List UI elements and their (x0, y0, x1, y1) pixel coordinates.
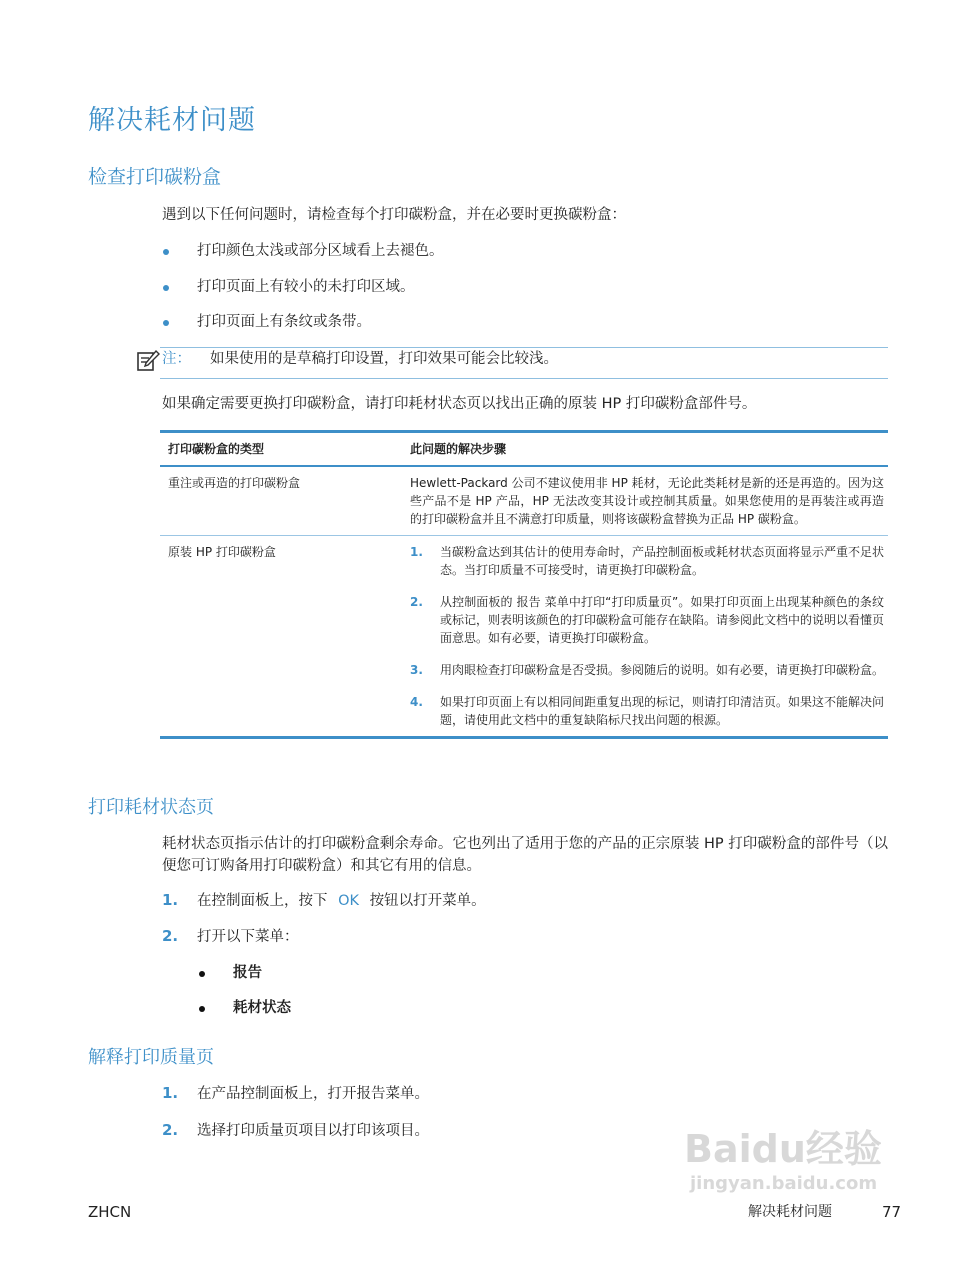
step-number: 1. (410, 545, 423, 559)
step-text (197, 890, 486, 912)
footer-section: 解决耗材问题 (748, 1204, 832, 1220)
page-title: 解决耗材问题 (88, 105, 256, 136)
bullet-icon (199, 1006, 205, 1012)
cartridge-type: 原装 HP 打印碳粉盒 (168, 545, 276, 559)
bullet-icon (163, 320, 169, 326)
step-item (410, 593, 884, 647)
watermark-url: jingyan.baidu.com (690, 1173, 878, 1194)
list-item: 打印页面上有条纹或条带。 (197, 314, 371, 330)
footer-locale: ZHCN (88, 1203, 132, 1221)
cartridge-type: 重注或再造的打印碳粉盒 (168, 476, 301, 490)
paragraph: 如果确定需要更换打印碳粉盒，请打印耗材状态页以找出正确的原装 HP 打印碳粉盒部件号。 (162, 396, 757, 412)
step-text: 打开以下菜单： (197, 929, 299, 945)
table-header-type: 打印碳粉盒的类型 (168, 442, 265, 456)
step-text-part: 按钮以打开菜单。 (369, 893, 486, 909)
solution-text: Hewlett-Packard 公司不建议使用非 HP 耗材，无论此类耗材是新的还是再造的。因为这些产品不是 HP 产品，HP 无法改变其设计或控制其质量。如果您使用的是再装注或再造的打印碳粉盒并且不满意打印质量，则将该碳粉盒替换为正品 HP 碳粉盒。 (410, 476, 884, 526)
bullet-icon (199, 971, 205, 977)
step-number: 2. (162, 927, 179, 945)
step-text: 用肉眼检查打印碳粉盒是否受损。参阅随后的说明。如有必要，请更换打印碳粉盒。 (440, 663, 885, 677)
step-text: 在产品控制面板上，打开报告菜单。 (197, 1086, 429, 1102)
bullet-icon (163, 285, 169, 291)
divider (160, 378, 888, 379)
table-header-row (160, 433, 888, 467)
step-text: 当碳粉盒达到其估计的使用寿命时，产品控制面板或耗材状态页面将显示严重不足状态。当打印质量不可接受时，请更换打印碳粉盒。 (440, 545, 885, 577)
note-text: 如果使用的是草稿打印设置，打印效果可能会比较浅。 (210, 351, 558, 367)
section-heading-check-cartridges: 检查打印碳粉盒 (88, 166, 222, 188)
step-item (410, 543, 884, 579)
step-text-part: 在控制面板上，按下 (197, 893, 328, 909)
step-number: 4. (410, 695, 423, 709)
watermark-logo: Baidu经验 (684, 1127, 882, 1171)
step-number: 2. (162, 1121, 179, 1139)
step-number: 2. (410, 595, 423, 609)
step-number: 1. (162, 1084, 179, 1102)
step-text: 如果打印页面上有以相同间距重复出现的标记，则请打印清洁页。如果这不能解决问题，请使用此文档中的重复缺陷标尺找出问题的根源。 (440, 695, 885, 727)
step-text: 选择打印质量页项目以打印该项目。 (197, 1123, 429, 1139)
menu-item-reports: 报告 (233, 965, 262, 981)
table-row (160, 467, 888, 536)
menu-item-supplies-status: 耗材状态 (233, 1000, 291, 1016)
step-item (410, 693, 884, 729)
list-item: 打印颜色太浅或部分区域看上去褪色。 (197, 243, 444, 259)
step-text: 从控制面板的 报告 菜单中打印“打印质量页”。如果打印页面上出现某种颜色的条纹或标记，则表明该颜色的打印碳粉盒可能存在缺陷。请参阅此文档中的说明以看懂页面意思。如有必要，请更换打印碳粉盒。 (440, 595, 885, 645)
step-number: 1. (162, 891, 179, 909)
page-number: 77 (882, 1203, 902, 1221)
note-pencil-icon (136, 349, 160, 373)
section-heading-print-quality: 解释打印质量页 (88, 1047, 214, 1068)
solutions-table (160, 430, 888, 739)
section-intro: 耗材状态页指示估计的打印碳粉盒剩余寿命。它也列出了适用于您的产品的正宗原装 HP 打印碳粉盒的部件号（以便您可订购备用打印碳粉盒）和其它有用的信息。 (162, 836, 888, 874)
table-header-steps: 此问题的解决步骤 (410, 442, 507, 456)
step-item (410, 661, 884, 679)
section-intro: 遇到以下任何问题时，请检查每个打印碳粉盒，并在必要时更换碳粉盒： (162, 207, 626, 223)
ok-button-label: OK (338, 893, 360, 909)
section-heading-supplies-status: 打印耗材状态页 (88, 797, 214, 818)
list-item: 打印页面上有较小的未打印区域。 (197, 279, 415, 295)
step-number: 3. (410, 663, 423, 677)
note-label: 注： (162, 351, 191, 367)
table-row (160, 536, 888, 736)
solution-steps (410, 543, 884, 729)
bullet-icon (163, 249, 169, 255)
